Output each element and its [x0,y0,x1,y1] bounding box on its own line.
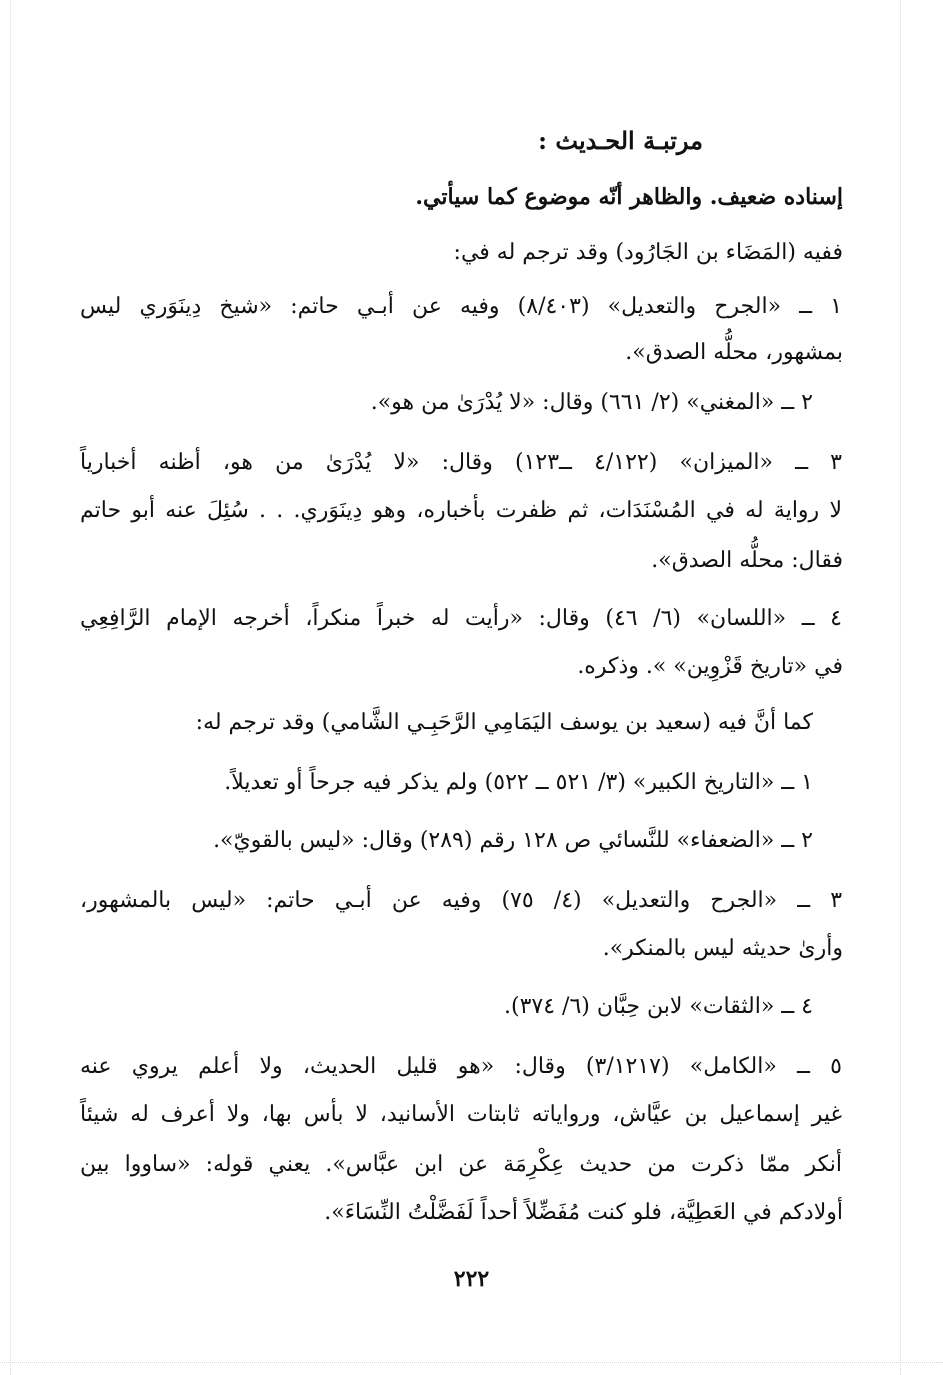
scan-guide-line [10,0,11,1375]
text-line: بمشهور، محلُّه الصدق». [625,340,843,365]
text-line: ٢ ــ «الضعفاء» للنَّسائي ص ١٢٨ رقم (٢٨٩) وقال: «ليس بالقويّ». [213,828,813,853]
text-line: أولادكم في العَطِيَّة، فلو كنت مُفَضِّلاً أحداً لَفَضَّلْتُ النِّسَاءَ». [324,1200,843,1225]
scan-guide-line [0,1362,943,1363]
text-line: ٥ ــ «الكامل» (٣/١٢١٧) وقال: «هو قليل الحديث، ولا أعلم يروي عنه [80,1054,842,1079]
text-line: ١ ــ «الجرح والتعديل» (٨/٤٠٣) وفيه عن أبـي حاتم: «شيخ دِينَوَري ليس [80,294,843,319]
text-line: ٣ ــ «الميزان» (٤/١٢٢ ــ١٢٣) وقال: «لا يُدْرَىٰ من هو، أظنه أخبارياً [80,450,842,475]
text-line: ١ ــ «التاريخ الكبير» (٣/ ٥٢١ ــ ٥٢٢) ولم يذكر فيه جرحاً أو تعديلاً. [224,770,813,795]
text-line: في «تاريخ قَزْوِين» ». وذكره. [577,654,843,679]
text-line: فقال: محلُّه الصدق». [651,548,843,573]
text-line: لا رواية له في المُسْنَدَات، ثم ظفرت بأخباره، وهو دِينَوَري. . . سُئِلَ عنه أبو حاتم [80,498,842,523]
text-line: ٣ ــ «الجرح والتعديل» (٤/ ٧٥) وفيه عن أبـي حاتم: «ليس بالمشهور، [80,888,843,913]
text-line: ٤ ــ «الثقات» لابن حِبَّان (٦/ ٣٧٤). [504,994,813,1019]
text-line: غير إسماعيل بن عيَّاش، ورواياته ثابتات الأسانيد، لا بأس بها، ولا أعرف له شيئاً [80,1102,842,1127]
text-line: كما أنَّ فيه (سعيد بن يوسف اليَمَامِي الرَّحَبِـي الشَّامي) وقد ترجم له: [195,710,813,735]
text-line: أنكر ممّا ذكرت من حديث عِكْرِمَة عن ابن عبَّاس». يعني قوله: «ساووا بين [80,1152,842,1177]
lead-sentence: إسناده ضعيف. والظاهر أنّه موضوع كما سيأتي. [415,184,843,210]
scan-guide-line [900,0,901,1375]
page-number: ٢٢٢ [453,1266,490,1292]
text-line: ففيه (المَضَاء بن الجَارُود) وقد ترجم له في: [453,240,843,265]
text-line: ٢ ــ «المغني» (٢/ ٦٦١) وقال: «لا يُدْرَىٰ من هو». [370,390,813,415]
section-heading: مرتبـة الحـديث : [538,126,703,155]
text-line: وأرىٰ حديثه ليس بالمنكر». [602,936,843,961]
text-line: ٤ ــ «اللسان» (٦/ ٤٦) وقال: «رأيت له خبراً منكراً، أخرجه الإمام الرَّافِعِي [80,606,842,631]
